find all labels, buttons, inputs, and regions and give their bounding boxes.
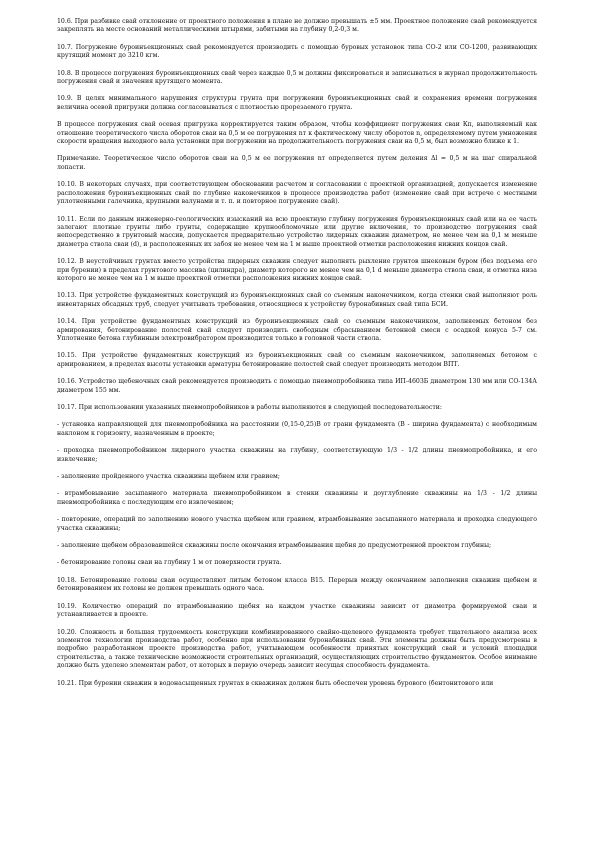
paragraph-10-20: 10.20. Сложность и большая трудоемкость конструкции комбинированного свайно-щелевого фундамента требует тщательного анализа всех элементов технологии производства работ, особенно при использовании буронабивных свай. Эти элементы должны быть предусмотрены в подробно разработанном проекте производства работ, учитывающем особенности принятых конструкций свай и условий площадки строительства, а также технические возможности строительных организаций, осуществляющих строительство фундаментов. Особое внимание должно быть уделено элементам работ, от которых в первую очередь зависит несущая способность фундамента. [57, 628, 537, 670]
list-item-step-3: - заполнение пройденного участка скважины щебнем или гравием; [57, 473, 280, 481]
paragraph-10-14: 10.14. При устройстве фундаментных конструкций из буроинъекционных свай со съемным наконечником, заполняемых бетоном без армирования, бетонирование полостей свай следует производить свободным сбрасыванием бетонной смеси с осадкой конуса 5-7 см. Уплотнение бетона глубинным электровибратором производится только в головной части ствола. [57, 318, 537, 342]
list-item-step-2: - проходка пневмопробойником лидерного участка скважины на глубину, соответствующую 1/3 - 1/2 длины пневмопробойника, и его извлечение; [57, 447, 537, 463]
list-item-step-5: - повторение, операций по заполнению нового участка щебнем или гравием, втрамбовывание засыпанного материала и проходка следующего участка скважины; [57, 516, 537, 532]
paragraph-10-16: 10.16. Устройство щебеночных свай рекомендуется производить с помощью пневмопробойника типа ИП-4603Б диаметром 130 мм или СО-134А диаметром 155 мм. [57, 378, 537, 394]
paragraph-10-11: 10.11. Если по данным инженерно-геологических изысканий на всю проектную глубину погружения буроинъекционных свай или на ее часть залегают плотные грунты либо грунты, содержащие крупнообломочные или другие включения, то производство погружения свай непосредственно в грунтовый массив, допускается предварительно устройство лидерных скважин диаметром, не менее чем на 0,1 м меньше диаметра ствола сваи (d), и расположенных их забоя не менее чем на 1 м выше проектной отметки расположения нижних концов свай. [57, 215, 537, 248]
paragraph-10-7: 10.7. Погружение буроинъекционных свай рекомендуется производить с помощью буровых установок типа СО-2 или СО-1200, развивающих крутящий момент до 3210 кгм. [57, 43, 537, 60]
paragraph-10-17: 10.17. При использовании указанных пневмопробойников в работы выполняются в следующей последовательности: [57, 404, 442, 411]
list-item-step-6: - заполнение щебнем образовавшейся скважины после окончания втрамбовывания щебня до предусмотренной проектом глубины; [57, 542, 492, 550]
paragraph-10-10: 10.10. В некоторых случаях, при соответствующем обосновании расчетом и согласовании с проектной организацией, допускается изменение расположения буроинъекционных свай по глубине наконечников в процессе производства работ (изменение свай при встрече с местными уплотненными галечника, крупными валунами и т. п. и повторное погружение свай). [57, 181, 537, 206]
paragraph-note: Примечание. Теоретическое число оборотов сваи на 0,5 м ее погружения nт определяется путем деления Δl = 0,5 м на шаг спиральной лопасти. [57, 155, 537, 171]
list-item-step-7: - бетонирование головы сваи на глубину 1 м от поверхности грунта. [57, 559, 282, 567]
paragraph-10-9-continued: В процессе погружения свай осевая пригрузка корректируется таким образом, чтобы коэффициент погружения сваи Кп, выполняемый как отношение теоретического числа оборотов сваи на 0,5 м ее погружения nт к фактическому числу оборотов n, определяемому путем умножения скорости вращения выходного вала установки при погружении на продолжительность погружения сваи на 0,5 м, был возможно ближе к 1. [57, 121, 537, 146]
paragraph-10-18: 10.18. Бетонирование головы сваи осуществляют литым бетоном класса В15. Перерыв между окончанием заполнения скважин щебнем и бетонированием их головы не должен превышать одного часа. [57, 576, 537, 593]
paragraph-10-21: 10.21. При бурении скважин в водонасыщенных грунтах в скважинах должен быть обеспечен уровень бурового (бентонитового или [57, 679, 494, 687]
paragraph-10-9: 10.9. В целях минимального нарушения структуры грунта при погружении буроинъекционных свай и сохранения времени погружения величина осевой пригрузки должна согласовываться с плотностью прорезаемого грунта. [57, 95, 537, 111]
paragraph-10-15: 10.15. При устройстве фундаментных конструкций из буроинъекционных свай со съемным наконечником, заполняемых бетоном с армированием, в пределах высоты установки арматуры бетонирование полостей свай следует производить методом ВПТ. [57, 352, 537, 368]
paragraph-10-13: 10.13. При устройстве фундаментных конструкций из буроинъекционных свай со съемным наконечником, когда стенки свай выполняют роль инвентарных обсадных труб, следует учитывать требования, относящиеся к устройству буронабивных свай типа БСИ. [57, 292, 537, 308]
list-item-step-1: - установка направляющей для пневмопробойника на расстоянии (0,15-0,25)В от грани фундамента (В - ширина фундамента) с необходимым наклоном к горизонту, назначенным в проекте; [57, 421, 537, 437]
paragraph-10-19: 10.19. Количество операций по втрамбовыванию щебня на каждом участке скважины зависит от диаметра формируемой сваи и устанавливается в проекте. [57, 602, 537, 619]
paragraph-10-12: 10.12. В неустойчивых грунтах вместо устройства лидерных скважин следует выполнять рыхление грунтов шнековым буром (без подъема его при бурении) в пределах грунтового массива (цилиндра), диаметр которого не менее чем на 0,1 d меньше диаметра ствола сваи, и отметка низа которого не менее чем на 1 м выше проектной отметки расположения нижних концов свай. [57, 258, 537, 282]
paragraph-10-6: 10.6. При разбивке свай отклонение от проектного положения в плане не должно превышать ±5 мм. Проектное положение свай рекомендуется закреплять на месте оснований металлическими штырями, забитыми на глубину 0,2-0,3 м. [57, 18, 537, 34]
paragraph-10-8: 10.8. В процессе погружения буроинъекционных свай через каждые 0,5 м должны фиксироваться и записываться в журнал продолжительность погружения свай и значения крутящего момента. [57, 69, 537, 86]
list-item-step-4: - втрамбовывание засыпанного материала пневмопробойником в стенки скважины и доуглубление скважины на 1/3 - 1/2 длины пневмопробойника с последующим его извлечением; [57, 490, 537, 506]
